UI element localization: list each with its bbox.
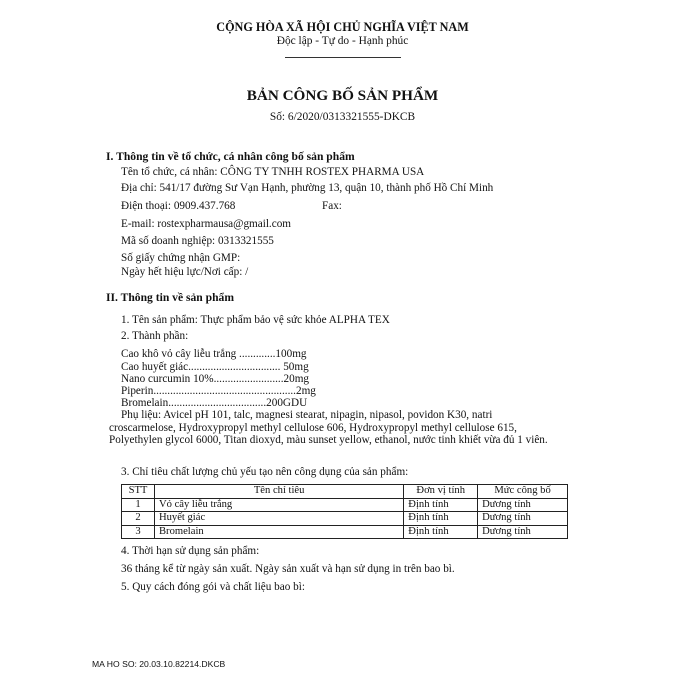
table-cell-stt: 1 [122, 498, 155, 512]
ingredient-name: Cao huyết giác................................. [121, 361, 281, 373]
table-cell-level: Dương tính [478, 498, 568, 512]
org-phone: Điện thoại: 0909.437.768 [121, 200, 236, 212]
table-header-level: Mức công bố [478, 485, 568, 499]
table-cell-stt: 3 [122, 525, 155, 539]
table-cell-unit: Định tính [404, 512, 478, 526]
ingredient-amount: 2mg [295, 385, 316, 397]
table-row [122, 525, 568, 539]
table-header-row [122, 485, 568, 499]
table-header-indicator: Tên chỉ tiêu [154, 485, 403, 499]
table-cell-indicator: Bromelain [154, 525, 403, 539]
product-name: 1. Tên sản phẩm: Thực phẩm bảo vệ sức khỏe ALPHA TEX [121, 314, 390, 326]
republic-header: CỘNG HÒA XÃ HỘI CHỦ NGHĨA VIỆT NAM [216, 20, 469, 34]
table-row [122, 512, 568, 526]
motto: Độc lập - Tự do - Hạnh phúc [276, 35, 409, 47]
section-1-heading: I. Thông tin về tổ chức, cá nhân công bố sản phẩm [106, 150, 355, 163]
table-header-unit: Đơn vị tính [404, 485, 478, 499]
org-address: Địa chỉ: 541/17 đường Sư Vạn Hạnh, phường 13, quận 10, thành phố Hồ Chí Minh [121, 182, 494, 194]
ingredient-row [121, 398, 307, 409]
org-gmp: Số giấy chứng nhận GMP: [121, 252, 241, 264]
table-row [122, 498, 568, 512]
table-cell-stt: 2 [122, 512, 155, 526]
org-expiry: Ngày hết hiệu lực/Nơi cấp: / [121, 266, 249, 278]
ingredient-name: Bromelain................................... [121, 397, 267, 409]
ingredient-row [121, 362, 309, 373]
ingredients-label: 2. Thành phần: [121, 330, 189, 342]
document-title: BẢN CÔNG BỐ SẢN PHẨM [246, 87, 439, 104]
ingredient-name: Cao khô vỏ cây liễu trắng ............. [121, 348, 276, 360]
org-email: E-mail: rostexpharmausa@gmail.com [121, 218, 291, 230]
org-name: Tên tổ chức, cá nhân: CÔNG TY TNHH ROSTEX PHARMA USA [121, 166, 425, 178]
table-header-stt: STT [122, 485, 155, 499]
table-cell-indicator: Vỏ cây liễu trắng [154, 498, 403, 512]
ingredient-name: Nano curcumin 10%......................... [121, 373, 284, 385]
ingredient-row [121, 386, 316, 397]
document-number: Số: 6/2020/0313321555-DKCB [269, 111, 416, 123]
ingredient-amount: 50mg [280, 361, 309, 373]
packaging-label: 5. Quy cách đóng gói và chất liệu bao bì: [121, 581, 305, 593]
motto-underline [285, 57, 401, 58]
quality-label: 3. Chỉ tiêu chất lượng chủ yếu tạo nên công dụng của sản phẩm: [121, 466, 409, 478]
ingredient-row [121, 349, 307, 360]
ingredient-amount: 200GDU [266, 397, 308, 409]
ingredient-row [121, 374, 309, 385]
table-cell-unit: Định tính [404, 498, 478, 512]
shelf-life: 36 tháng kể từ ngày sản xuất. Ngày sản xuất và hạn sử dụng in trên bao bì. [121, 563, 455, 575]
org-fax: Fax: [322, 200, 342, 212]
section-2-heading: II. Thông tin về sản phẩm [106, 291, 235, 304]
ingredient-amount: 20mg [283, 373, 309, 385]
org-tax-code: Mã số doanh nghiệp: 0313321555 [121, 235, 274, 247]
table-cell-level: Dương tính [478, 512, 568, 526]
table-cell-unit: Định tính [404, 525, 478, 539]
file-code: MA HO SO: 20.03.10.82214.DKCB [92, 659, 226, 669]
ingredient-amount: 100mg [275, 348, 307, 360]
excipients: Phụ liệu: Avicel pH 101, talc, magnesi stearat, nipagin, nipasol, povidon K30, natri croscarmelose, Hydroxypropyl methyl cellulose 606, Hydroxypropyl methyl cellulose 615, Polyethylen glycol 6000, Titan dioxyd, màu sunset yellow, ethanol, nước tinh khiết vừa đủ 1 viên. [109, 409, 548, 447]
table-cell-indicator: Huyết giác [154, 512, 403, 526]
quality-table [121, 484, 568, 539]
ingredient-name: Piperin................................................... [121, 385, 296, 397]
table-cell-level: Dương tính [478, 525, 568, 539]
shelf-life-label: 4. Thời hạn sử dụng sản phẩm: [121, 545, 260, 557]
